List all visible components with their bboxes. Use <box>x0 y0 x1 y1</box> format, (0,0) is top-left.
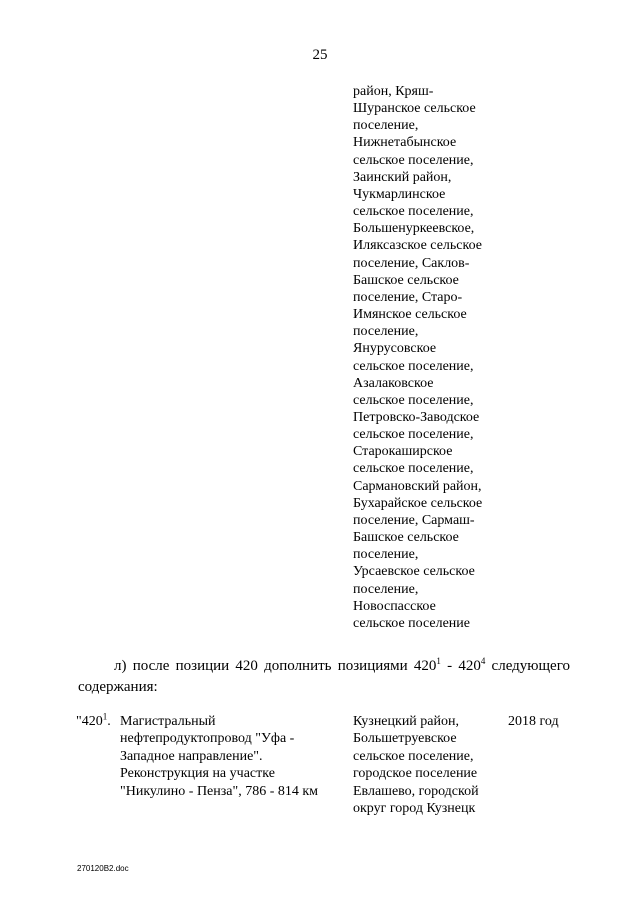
continued-location-line: Бухарайское сельское <box>353 495 483 511</box>
object-name-line: нефтепродуктопровод "Уфа - <box>120 731 295 747</box>
continued-location-line: район, Кряш- <box>353 84 434 99</box>
object-name <box>120 713 348 800</box>
position-number <box>76 713 111 730</box>
continued-location-column <box>353 83 482 632</box>
continued-location-line: поселение, <box>353 324 419 340</box>
amendment-paragraph-line1 <box>78 656 570 677</box>
object-location-line: Кузнецкий район, <box>353 714 459 729</box>
object-name-line: Реконструкция на участке <box>120 766 275 782</box>
object-name-line: "Никулино - Пенза", 786 - 814 км <box>120 783 319 799</box>
position-dot: . <box>107 714 111 729</box>
superscript-1: 1 <box>436 656 441 666</box>
continued-location-line: поселение, <box>353 581 419 597</box>
object-location <box>353 713 503 817</box>
continued-location-line: Заинский район, <box>353 169 452 185</box>
continued-location-line: Чукмарлинское <box>353 186 446 202</box>
amendment-text-prefix: л) после позиции 420 дополнить позициями 420 <box>114 658 437 674</box>
continued-location-line: Башское сельское <box>353 530 459 546</box>
continued-location-line: Петровско-Заводское <box>353 409 480 425</box>
amendment-paragraph <box>78 656 570 698</box>
continued-location-line: сельское поселение, <box>353 392 474 408</box>
continued-location-line: Башское сельское <box>353 272 459 288</box>
superscript-4: 4 <box>480 656 486 666</box>
continued-location-line: Старокаширское <box>353 444 453 460</box>
continued-location-line: Янурусовское <box>353 341 437 357</box>
continued-location-line: сельское поселение, <box>353 461 474 477</box>
continued-location-line: сельское поселение <box>353 615 470 631</box>
object-location-line: Евлашево, городской <box>353 783 479 799</box>
object-location-line: сельское поселение, <box>353 748 474 764</box>
object-name-line: Магистральный <box>120 714 216 729</box>
continued-location-line: сельское поселение, <box>353 204 474 220</box>
amendment-text-suffix: следующего <box>485 658 570 674</box>
amendment-paragraph-line2: содержания: <box>78 679 158 695</box>
continued-location-line: Урсаевское сельское <box>353 564 475 580</box>
object-location-line: городское поселение <box>353 766 478 782</box>
continued-location-line: Большенуркеевское, <box>353 221 475 237</box>
continued-location-line: сельское поселение, <box>353 358 474 374</box>
continued-location-line: поселение, Сармаш- <box>353 512 475 528</box>
continued-location-line: поселение, Старо- <box>353 289 463 305</box>
continued-location-line: Новоспасское <box>353 598 436 614</box>
continued-location-line: поселение, <box>353 118 419 134</box>
position-superscript: 1 <box>102 711 108 722</box>
object-location-line: Большетруевское <box>353 731 457 747</box>
continued-location-line: Имянское сельское <box>353 307 467 323</box>
continued-location-line: сельское поселение, <box>353 152 474 168</box>
continued-location-line: Шуранское сельское <box>353 101 476 117</box>
continued-location-line: сельское поселение, <box>353 427 474 443</box>
continued-location-line: поселение, <box>353 547 419 563</box>
object-name-line: Западное направление". <box>120 748 263 764</box>
amendment-text-middle: - 420 <box>440 658 481 674</box>
continued-location-line: Сармановский район, <box>353 478 482 494</box>
document-footer: 270120В2.doc <box>77 864 129 873</box>
continued-location-line: Иляксазское сельское <box>353 238 482 254</box>
continued-location-line: поселение, Саклов- <box>353 255 470 271</box>
object-location-line: округ город Кузнецк <box>353 801 476 817</box>
page-number: 25 <box>312 47 328 63</box>
continued-location-line: Азалаковское <box>353 375 434 391</box>
position-number-text: "420 <box>76 714 103 729</box>
object-year: 2018 год <box>508 714 559 729</box>
continued-location-line: Нижнетабынское <box>353 135 457 151</box>
